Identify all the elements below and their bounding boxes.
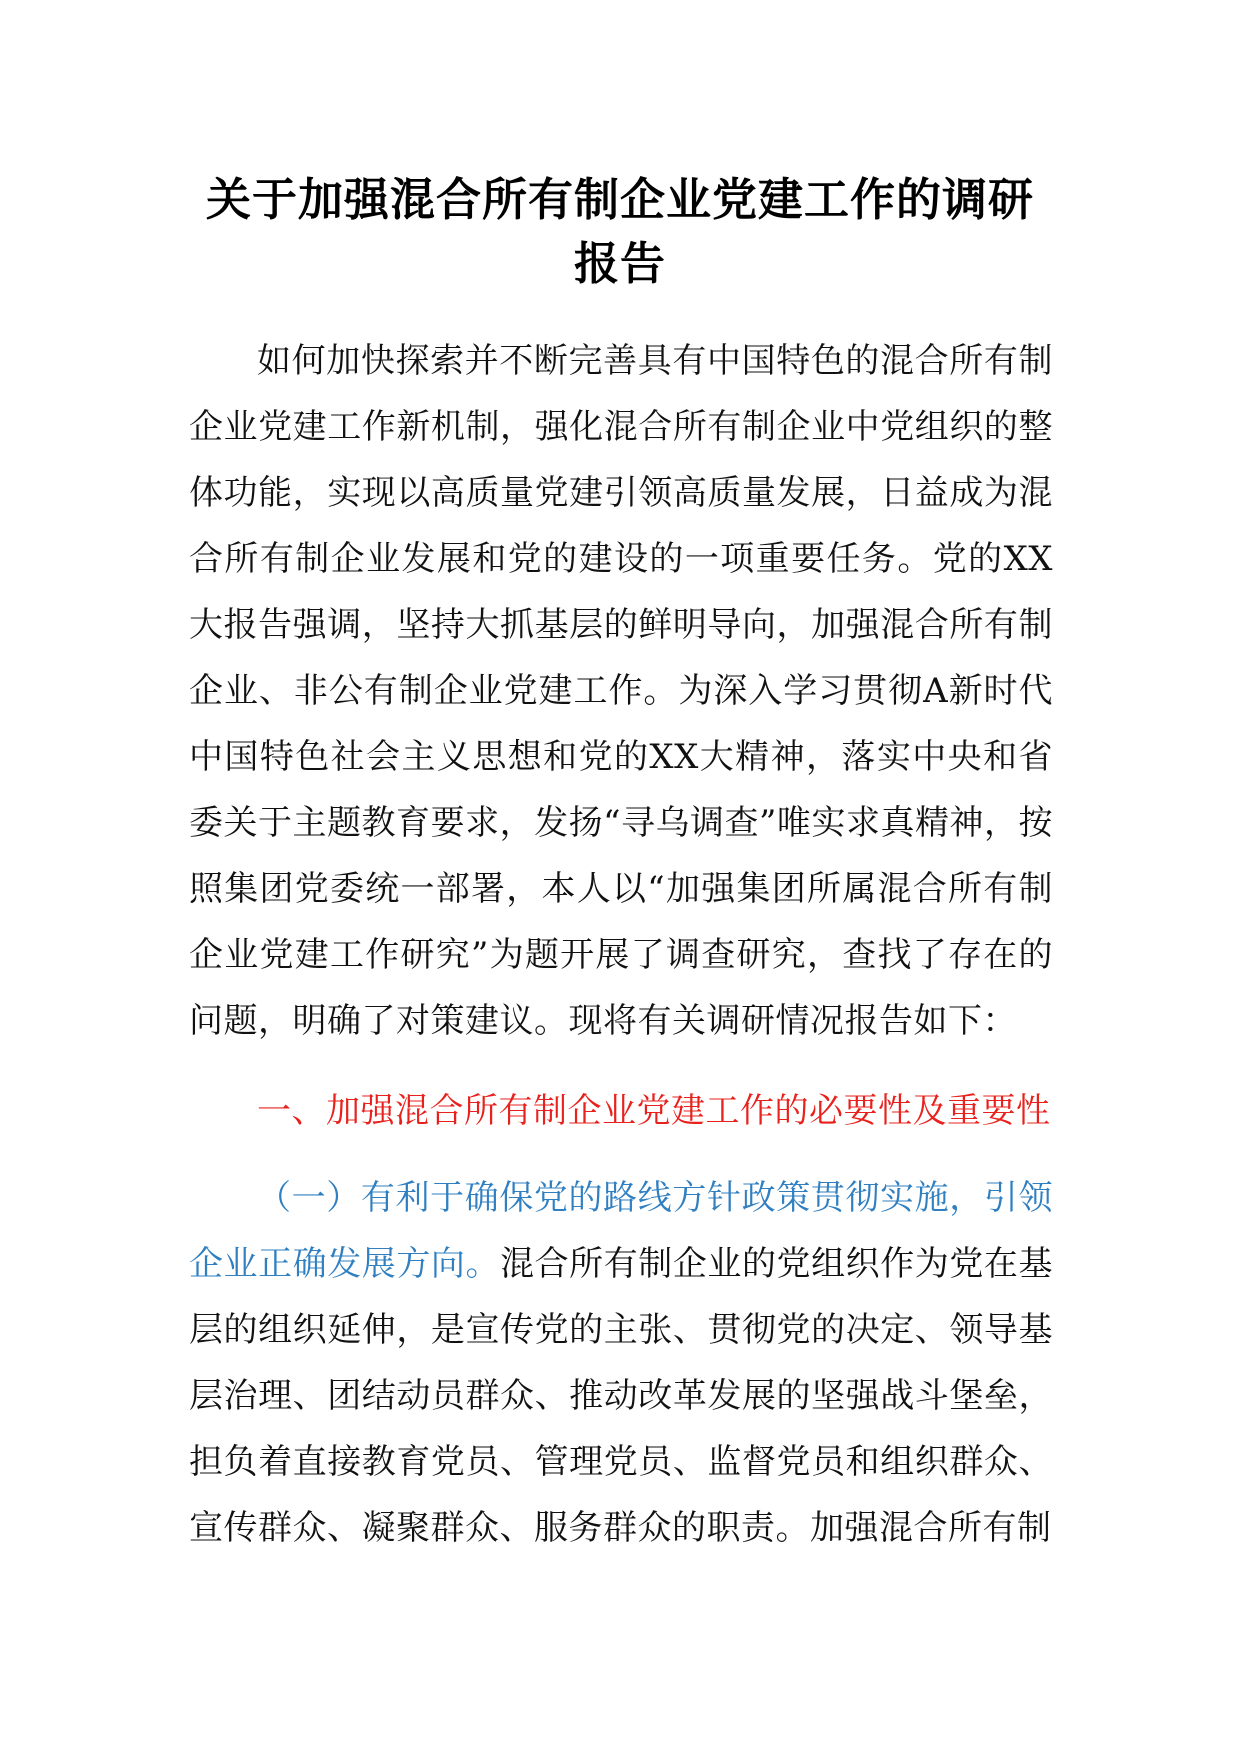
section-heading-1: 一、加强混合所有制企业党建工作的必要性及重要性 <box>257 1091 1051 1131</box>
subsection-paragraph-1 <box>189 1165 1053 1561</box>
document-title: 关于加强混合所有制企业党建工作的调研报告 <box>205 173 1034 290</box>
subsection-heading-1: （一）有利于确保党的路线方针政策贯彻实施，引领企业正确发展方向。 <box>189 1178 1053 1284</box>
intro-paragraph: 如何加快探索并不断完善具有中国特色的混合所有制企业党建工作新机制，强化混合所有制企业中党组织的整体功能，实现以高质量党建引领高质量发展，日益成为混合所有制企业发展和党的建设的一项重要任务。党的XX大报告强调，坚持大抓基层的鲜明导向，加强混合所有制企业、非公有制企业党建工作。为深入学习贯彻A新时代中国特色社会主义思想和党的XX大精神，落实中央和省委关于主题教育要求，发扬“寻乌调查”唯实求真精神，按照集团党委统一部署，本人以“加强集团所属混合所有制企业党建工作研究”为题开展了调查研究，查找了存在的问题，明确了对策建议。现将有关调研情况报告如下： <box>189 341 1053 1041</box>
subsection-text-1: 混合所有制企业的党组织作为党在基层的组织延伸，是宣传党的主张、贯彻党的决定、领导基层治理、团结动员群众、推动改革发展的坚强战斗堡垒，担负着直接教育党员、管理党员、监督党员和组织群众、宣传群众、凝聚群众、服务群众的职责。加强混合所有制 <box>189 1244 1053 1548</box>
